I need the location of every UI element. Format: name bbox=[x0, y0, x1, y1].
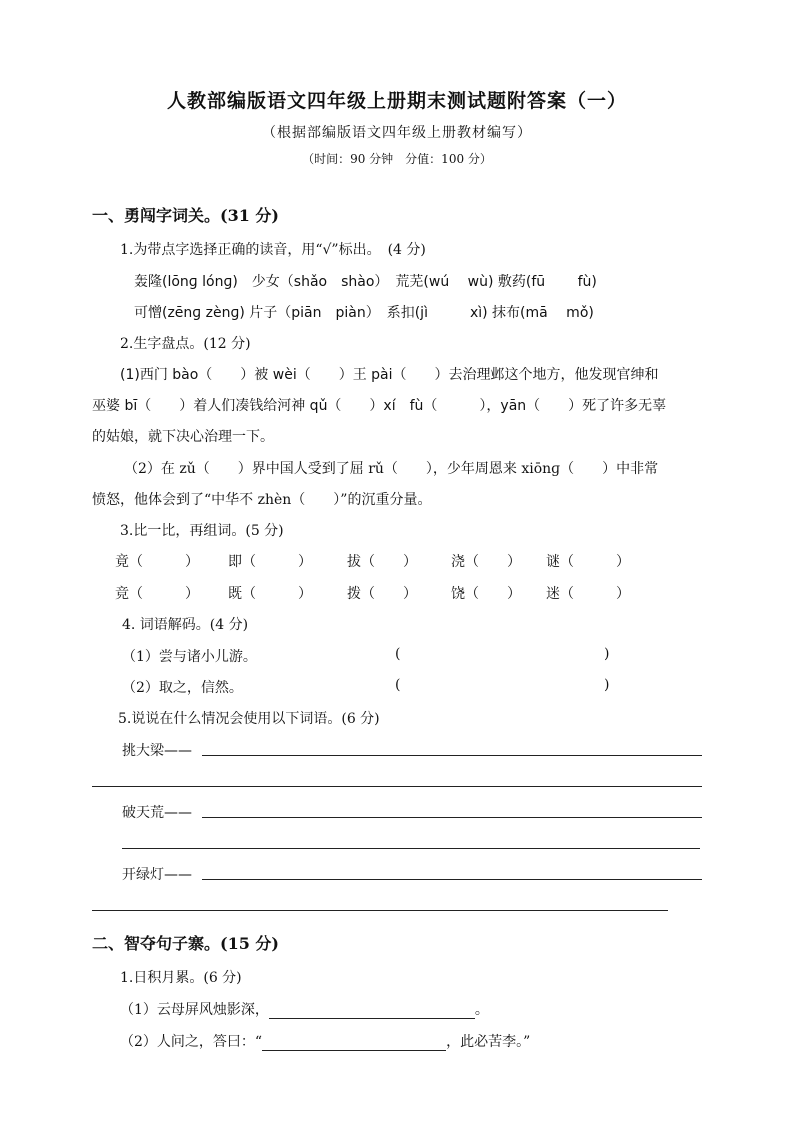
q1-prompt: 1.为带点字选择正确的读音，用“√”标出。 (4 分) bbox=[120, 242, 426, 258]
q3-row1-item[interactable]: 浇（ ） bbox=[451, 554, 521, 570]
s2-q1-item-2-blank[interactable] bbox=[262, 1036, 446, 1051]
page-title: 人教部编版语文四年级上册期末测试题附答案（一） bbox=[166, 90, 627, 112]
q5-term-2-answer-line-2[interactable] bbox=[122, 848, 700, 849]
page-subtitle: （根据部编版语文四年级上册教材编写） bbox=[262, 125, 532, 141]
q4-item-1-paren-open: ( bbox=[395, 646, 401, 662]
q2-part1-line-1: (1)西门 bào（ ）被 wèi（ ）王 pài（ ）去治理邺这个地方，他发现官绅和 bbox=[120, 367, 659, 383]
q5-term-2-answer-line[interactable] bbox=[202, 817, 702, 818]
section-2-heading: 二、智夺句子寨。(15 分) bbox=[92, 934, 279, 953]
q3-row2-item[interactable]: 饶（ ） bbox=[451, 586, 521, 602]
q2-part1-line-3: 的姑娘，就下决心治理一下。 bbox=[92, 429, 274, 445]
q4-item-2-paren-close: ) bbox=[604, 677, 610, 693]
q1-pinyin-line-1: 轰隆(lōnɡ lónɡ) 少女（shǎo shào） 荒芜(wú wù) 敷药(fū fù) bbox=[134, 274, 597, 290]
s2-q1-item-2-before: （2）人问之，答曰：“ bbox=[120, 1034, 263, 1050]
q4-item-2-paren-open: ( bbox=[395, 677, 401, 693]
q3-row2-item[interactable]: 迷（ ） bbox=[546, 586, 630, 602]
q4-item-1-paren-close: ) bbox=[604, 646, 610, 662]
q3-row1-item[interactable]: 竟（ ） bbox=[115, 554, 199, 570]
section-1-heading: 一、勇闯字词关。(31 分) bbox=[92, 206, 279, 225]
q2-part2-line-1: （2）在 zǔ（ ）界中国人受到了屈 rǔ（ ），少年周恩来 xiōnɡ（ ）中非常 bbox=[124, 461, 659, 477]
s2-q1-item-1-before: （1）云母屏风烛影深， bbox=[120, 1002, 269, 1018]
q5-term-3-answer-line-2[interactable] bbox=[92, 910, 668, 911]
q5-prompt: 5.说说在什么情况会使用以下词语。(6 分) bbox=[118, 711, 380, 727]
s2-q1-item-2-after: ，此必苦李。” bbox=[446, 1034, 531, 1050]
s2-q1-item-1-after: 。 bbox=[474, 1002, 489, 1018]
q2-part1-line-2: 巫婆 bī（ ）着人们凑钱给河神 qǔ（ ）xí fù（ ），yān（ ）死了许多无辜 bbox=[92, 398, 667, 414]
q3-prompt: 3.比一比，再组词。(5 分) bbox=[120, 523, 284, 539]
q3-row1-item[interactable]: 拔（ ） bbox=[347, 554, 417, 570]
q2-prompt: 2.生字盘点。(12 分) bbox=[120, 336, 251, 352]
q3-row2-item[interactable]: 拨（ ） bbox=[347, 586, 417, 602]
q5-term-2: 破天荒—— bbox=[122, 805, 192, 821]
q4-item-1-answer-field[interactable] bbox=[405, 644, 600, 666]
s2-q1-item-2 bbox=[120, 1031, 530, 1051]
s2-q1-item-1-blank[interactable] bbox=[269, 1004, 475, 1019]
q5-term-3-answer-line[interactable] bbox=[202, 879, 702, 880]
q4-item-1: （1）尝与诸小儿游。 bbox=[122, 649, 257, 665]
q4-prompt: 4. 词语解码。(4 分) bbox=[122, 617, 249, 633]
s2-q1-item-1 bbox=[120, 999, 489, 1019]
q3-row2-item[interactable]: 既（ ） bbox=[228, 586, 312, 602]
q3-row1-item[interactable]: 谜（ ） bbox=[546, 554, 630, 570]
q5-term-3: 开绿灯—— bbox=[122, 867, 192, 883]
q4-item-2-answer-field[interactable] bbox=[405, 675, 600, 697]
s2-q1-prompt: 1.日积月累。(6 分) bbox=[120, 970, 242, 986]
exam-meta: （时间：90 分钟 分值：100 分） bbox=[302, 152, 492, 166]
q2-part2-line-2: 愤怒，他体会到了“中华不 zhèn（ ）”的沉重分量。 bbox=[92, 492, 432, 508]
q1-pinyin-line-2: 可憎(zēnɡ zènɡ) 片子（piān piàn） 系扣(jì xì) 抹布(mā mǒ) bbox=[134, 305, 594, 321]
q3-row2-item[interactable]: 竞（ ） bbox=[115, 586, 199, 602]
q3-row1-item[interactable]: 即（ ） bbox=[228, 554, 312, 570]
q5-term-1-answer-line[interactable] bbox=[202, 755, 702, 756]
q4-item-2: （2）取之，信然。 bbox=[122, 680, 243, 696]
q5-term-1: 挑大梁—— bbox=[122, 743, 192, 759]
q5-term-1-answer-line-2[interactable] bbox=[92, 786, 702, 787]
